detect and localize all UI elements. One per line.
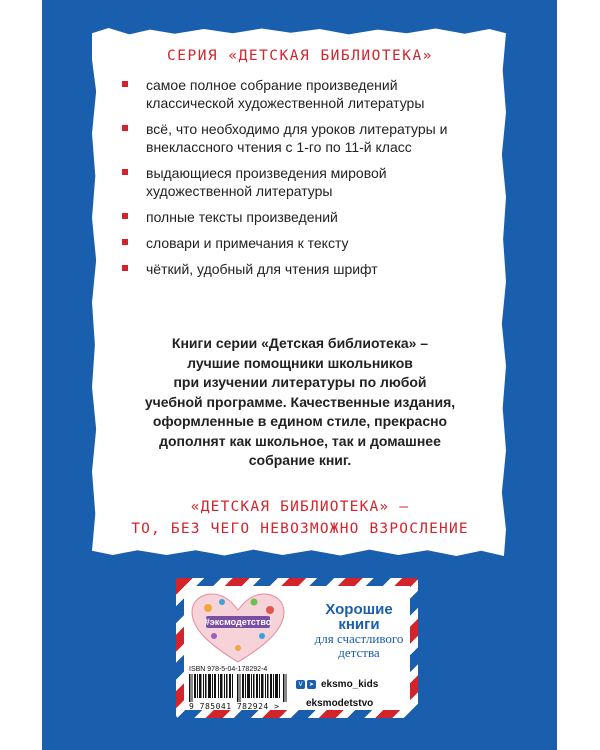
barcode-block: [187, 665, 293, 711]
bullet-icon: [122, 169, 128, 175]
feature-item: всё, что необходимо для уроков литературы и внеклассного чтения с 1-го по 11-й класс: [122, 120, 472, 156]
heart-icon: [188, 592, 288, 664]
vk-icon: V: [296, 680, 305, 689]
website-label: eksmodetstvo: [306, 698, 374, 709]
feature-item: самое полное собрание произведений классической художественной литературы: [122, 76, 472, 112]
heart-logo: [188, 592, 288, 664]
social-handle: eksmo_kids: [321, 679, 379, 690]
card-inner: [184, 586, 410, 710]
series-slogan: «ДЕТСКАЯ БИБЛИОТЕКА» – ТО, БЕЗ ЧЕГО НЕВОЗМОЖНО ВЗРОСЛЕНИЕ: [131, 499, 469, 537]
series-title: СЕРИЯ «ДЕТСКАЯ БИБЛИОТЕКА»: [167, 48, 433, 64]
feature-item: полные тексты произведений: [122, 208, 472, 226]
card-tagline: Хорошие книги для счастливого детства: [314, 601, 404, 660]
bullet-icon: [122, 239, 128, 245]
feature-item: выдающиеся произведения мировой художественной литературы: [122, 164, 472, 200]
telegram-icon: ➤: [308, 681, 315, 688]
bullet-icon: [122, 265, 128, 271]
bullet-icon: [122, 81, 128, 87]
social-row: [296, 679, 378, 690]
isbn-label: ISBN 978-5-04-178292-4: [189, 666, 268, 673]
barcode-number: 9 785041 782924 >: [189, 702, 280, 711]
feature-item: чёткий, удобный для чтения шрифт: [122, 260, 472, 278]
feature-item: словари и примечания к тексту: [122, 234, 472, 252]
airmail-card: [176, 578, 418, 718]
series-description: Книги серии «Детская библиотека» – лучшие помощники школьников при изучении литературы по любой учебной программе. Качественные издания, оформленные в едином стиле, прекрасно дополнят как школьное, так и домашнее собрание книг.: [144, 335, 456, 468]
barcode-icon: [187, 674, 293, 702]
bullet-icon: [122, 213, 128, 219]
features-list: [122, 76, 472, 286]
hashtag-label: #эксмодетство: [204, 617, 272, 627]
bullet-icon: [122, 125, 128, 131]
